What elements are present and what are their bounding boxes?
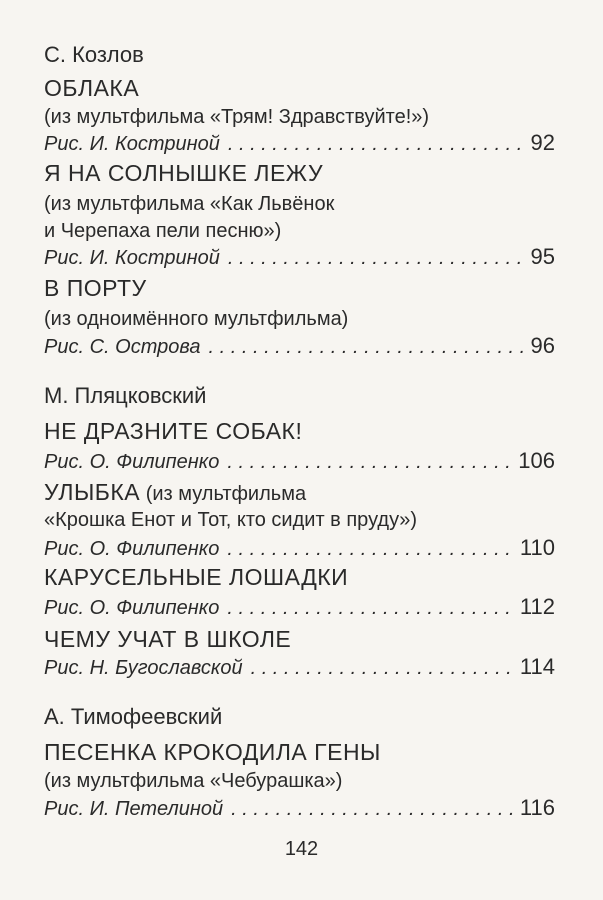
illustrator-line [44,335,555,357]
author-name: А. Тимофеевский [44,704,223,729]
illustrator-line [44,797,555,819]
work-title: Я НА СОЛНЫШКЕ ЛЕЖУ [44,160,324,186]
work-title: ПЕСЕНКА КРОКОДИЛА ГЕНЫ [44,739,381,765]
work-title: В ПОРТУ [44,275,147,301]
work-title: КАРУСЕЛЬНЫЕ ЛОШАДКИ [44,564,349,590]
illustrator-credit: Рис. И. Костриной [44,247,220,269]
page-reference: 106 [518,448,555,473]
page-reference: 95 [530,244,555,269]
illustrator-line [44,656,555,678]
page-number: 142 [284,838,319,860]
dot-leader [228,248,525,268]
dot-leader [231,799,514,819]
illustrator-line [44,537,555,559]
illustrator-line [44,596,555,618]
source-note: (из мультфильма «Трям! Здравствуйте!») [44,106,430,128]
work-title: УЛЫБКА [44,479,141,505]
source-note: (из мультфильма «Чебурашка») [44,770,343,792]
dot-leader [227,539,514,559]
author-name: М. Пляцковский [44,383,207,408]
page-reference: 112 [519,594,555,619]
source-note: (из мультфильма [140,483,307,505]
source-note: и Черепаха пели песню») [44,220,282,242]
illustrator-credit: Рис. И. Костриной [44,133,220,155]
page-reference: 96 [530,333,555,358]
work-title: ЧЕМУ УЧАТ В ШКОЛЕ [44,626,292,652]
dot-leader [209,337,525,357]
illustrator-credit: Рис. С. Острова [44,336,201,358]
dot-leader [228,134,525,154]
illustrator-credit: Рис. О. Филипенко [44,597,220,619]
dot-leader [227,598,514,618]
page-reference: 110 [519,535,555,560]
source-note: (из мультфильма «Как Львёнок [44,193,335,215]
page-reference: 114 [519,654,555,679]
page-reference: 116 [519,795,555,820]
illustrator-line [44,132,555,154]
work-title-line [44,481,555,504]
author-name: С. Козлов [44,42,144,67]
illustrator-line [44,450,555,472]
dot-leader [251,658,514,678]
source-note: «Крошка Енот и Тот, кто сидит в пруду») [44,509,418,531]
source-note: (из одноимённого мультфильма) [44,308,349,330]
illustrator-credit: Рис. И. Петелиной [44,798,224,820]
illustrator-credit: Рис. О. Филипенко [44,451,220,473]
dot-leader [227,452,512,472]
illustrator-credit: Рис. Н. Бугославской [44,657,243,679]
work-title: ОБЛАКА [44,75,140,101]
illustrator-credit: Рис. О. Филипенко [44,538,220,560]
work-title: НЕ ДРАЗНИТЕ СОБАК! [44,418,303,444]
illustrator-line [44,246,555,268]
page-reference: 92 [530,130,555,155]
